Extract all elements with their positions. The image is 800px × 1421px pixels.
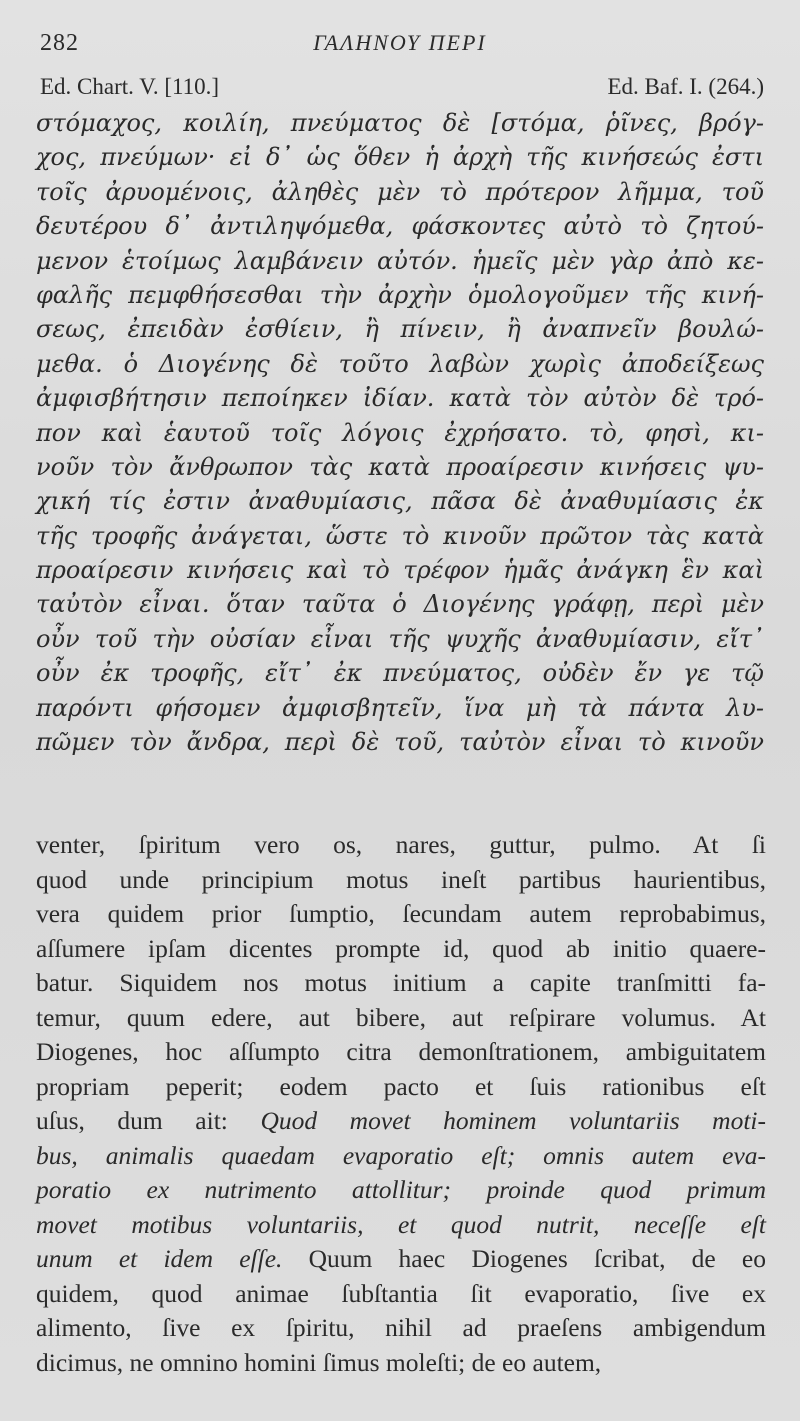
greek-line: μεθα. ὁ Διογένης δὲ τοῦτο λαβὼν χωρὶς ἀποδείξεως (36, 349, 764, 378)
greek-line: προαίρεσιν κινήσεις καὶ τὸ τρέφον ἡμᾶς ἀνάγκη ἓν καὶ (36, 556, 764, 585)
latin-line (36, 1277, 766, 1312)
greek-line: σεως, ἐπειδὰν ἐσθίειν, ἢ πίνειν, ἢ ἀναπνεῖν βουλώ- (36, 315, 764, 344)
latin-line (36, 1104, 766, 1139)
edition-basel: Ed. Baf. I. (264.) (607, 74, 764, 99)
greek-line: μενον ἑτοίμως λαμβάνειν αὐτόν. ἡμεῖς μὲν γὰρ ἀπὸ κε- (36, 246, 764, 275)
latin-italic-segment: Quod movet hominem voluntariis moti- (260, 1106, 766, 1135)
latin-segment: alimento, ſive ex ſpiritu, nihil ad praeſens ambigendum (36, 1313, 766, 1342)
greek-line: ταὐτὸν εἶναι. ὅταν ταῦτα ὁ Διογένης γράφῃ, περὶ μὲν (36, 590, 764, 619)
greek-line: ἀμφισβήτησιν πεποίηκεν ἰδίαν. κατὰ τὸν αὐτὸν δὲ τρό- (36, 384, 764, 413)
latin-line (36, 1208, 766, 1243)
latin-segment: dicimus, ne omnino homini ſimus moleſti; de eo autem, (36, 1347, 602, 1377)
latin-segment: venter, ſpiritum vero os, nares, guttur, pulmo. At ſi (36, 830, 766, 859)
latin-line (36, 863, 766, 898)
latin-segment: temur, quum edere, aut bibere, aut reſpirare volumus. At (36, 1002, 766, 1032)
latin-segment: Quum haec Diogenes ſcribat, de eo (282, 1244, 766, 1273)
edition-chartier: Ed. Chart. V. [110.] (40, 74, 220, 99)
latin-line (36, 1346, 766, 1381)
latin-line (36, 897, 766, 932)
greek-line: πον καὶ ἑαυτοῦ τοῖς λόγοις ἐχρήσατο. τὸ, φησὶ, κι- (36, 418, 764, 447)
greek-line: χική τίς ἐστιν ἀναθυμίασις, πᾶσα δὲ ἀναθυμίασις ἐκ (36, 487, 764, 516)
latin-segment: propriam peperit; eodem pacto et ſuis rationibus eſt (36, 1071, 766, 1101)
greek-line: οὖν ἐκ τροφῆς, εἴτ᾽ ἐκ πνεύματος, οὐδὲν ἔν γε τῷ (36, 659, 764, 688)
greek-line: παρόντι φήσομεν ἀμφισβητεῖν, ἵνα μὴ τὰ πάντα λυ- (36, 693, 764, 722)
latin-line (36, 1070, 766, 1105)
latin-segment: batur. Siquidem nos motus initium a capite tranſmitti fa- (36, 968, 766, 997)
greek-line: χος, πνεύμων· εἰ δ᾽ ὡς ὅθεν ἡ ἀρχὴ τῆς κινήσεώς ἐστι (36, 143, 764, 172)
latin-line (36, 1242, 766, 1277)
edition-references (40, 74, 764, 104)
latin-line (36, 1173, 766, 1208)
page-number: 282 (40, 30, 79, 56)
latin-line (36, 1001, 766, 1036)
latin-segment: aſſumere ipſam dicentes prompte id, quod ab initio quaere- (36, 933, 766, 963)
greek-line: φαλῆς πεμφθήσεσθαι τὴν ἀρχὴν ὁμολογοῦμεν τῆς κινή- (36, 280, 764, 309)
latin-segment: vera quidem prior ſumptio, ſecundam autem reprobabimus, (36, 899, 766, 928)
latin-italic-segment: poratio ex nutrimento attollitur; proinde quod primum (36, 1175, 766, 1204)
greek-text-block (36, 106, 764, 759)
latin-segment: quidem, quod animae ſubſtantia ſit evaporatio, ſive ex (36, 1278, 766, 1308)
greek-line: τοῖς ἀρυομένοις, ἀληθὲς μὲν τὸ πρότερον λῆμμα, τοῦ (36, 177, 764, 206)
latin-italic-segment: movet motibus voluntariis, et quod nutrit, neceſſe eſt (36, 1209, 766, 1239)
latin-italic-segment: bus, animalis quaedam evaporatio eſt; omnis autem eva- (36, 1140, 766, 1170)
latin-line (36, 828, 766, 863)
latin-line (36, 1311, 766, 1346)
running-title: ΓΑΛΗΝΟΥ ΠΕΡΙ (313, 30, 487, 55)
latin-line (36, 1035, 766, 1070)
greek-line: τῆς τροφῆς ἀνάγεται, ὥστε τὸ κινοῦν πρῶτον τὰς κατὰ (36, 521, 764, 550)
bleed-through-shadow (36, 758, 764, 814)
latin-segment: quod unde principium motus ineſt partibus haurientibus, (36, 864, 766, 894)
greek-line: πῶμεν τὸν ἄνδρα, περὶ δὲ τοῦ, ταὐτὸν εἶναι τὸ κινοῦν (36, 728, 764, 757)
greek-line: οὖν τοῦ τὴν οὐσίαν εἶναι τῆς ψυχῆς ἀναθυμίασιν, εἴτ᾽ (36, 624, 764, 653)
latin-line (36, 932, 766, 967)
latin-segment: uſus, dum ait: (36, 1106, 261, 1135)
latin-text-block (36, 828, 766, 1380)
latin-italic-segment: unum et idem eſſe. (36, 1244, 283, 1273)
latin-line (36, 966, 766, 1001)
page-header (40, 24, 760, 60)
latin-line (36, 1139, 766, 1174)
greek-line: στόμαχος, κοιλίη, πνεύματος δὲ [στόμα, ῥῖνες, βρόγ- (36, 109, 764, 137)
latin-segment: Diogenes, hoc aſſumpto citra demonſtrationem, ambiguitatem (36, 1037, 766, 1066)
greek-line: δευτέρου δ᾽ ἀντιληψόμεθα, φάσκοντες αὐτὸ τὸ ζητού- (36, 212, 764, 241)
greek-line: νοῦν τὸν ἄνθρωπον τὰς κατὰ προαίρεσιν κινήσεις ψυ- (36, 452, 764, 481)
